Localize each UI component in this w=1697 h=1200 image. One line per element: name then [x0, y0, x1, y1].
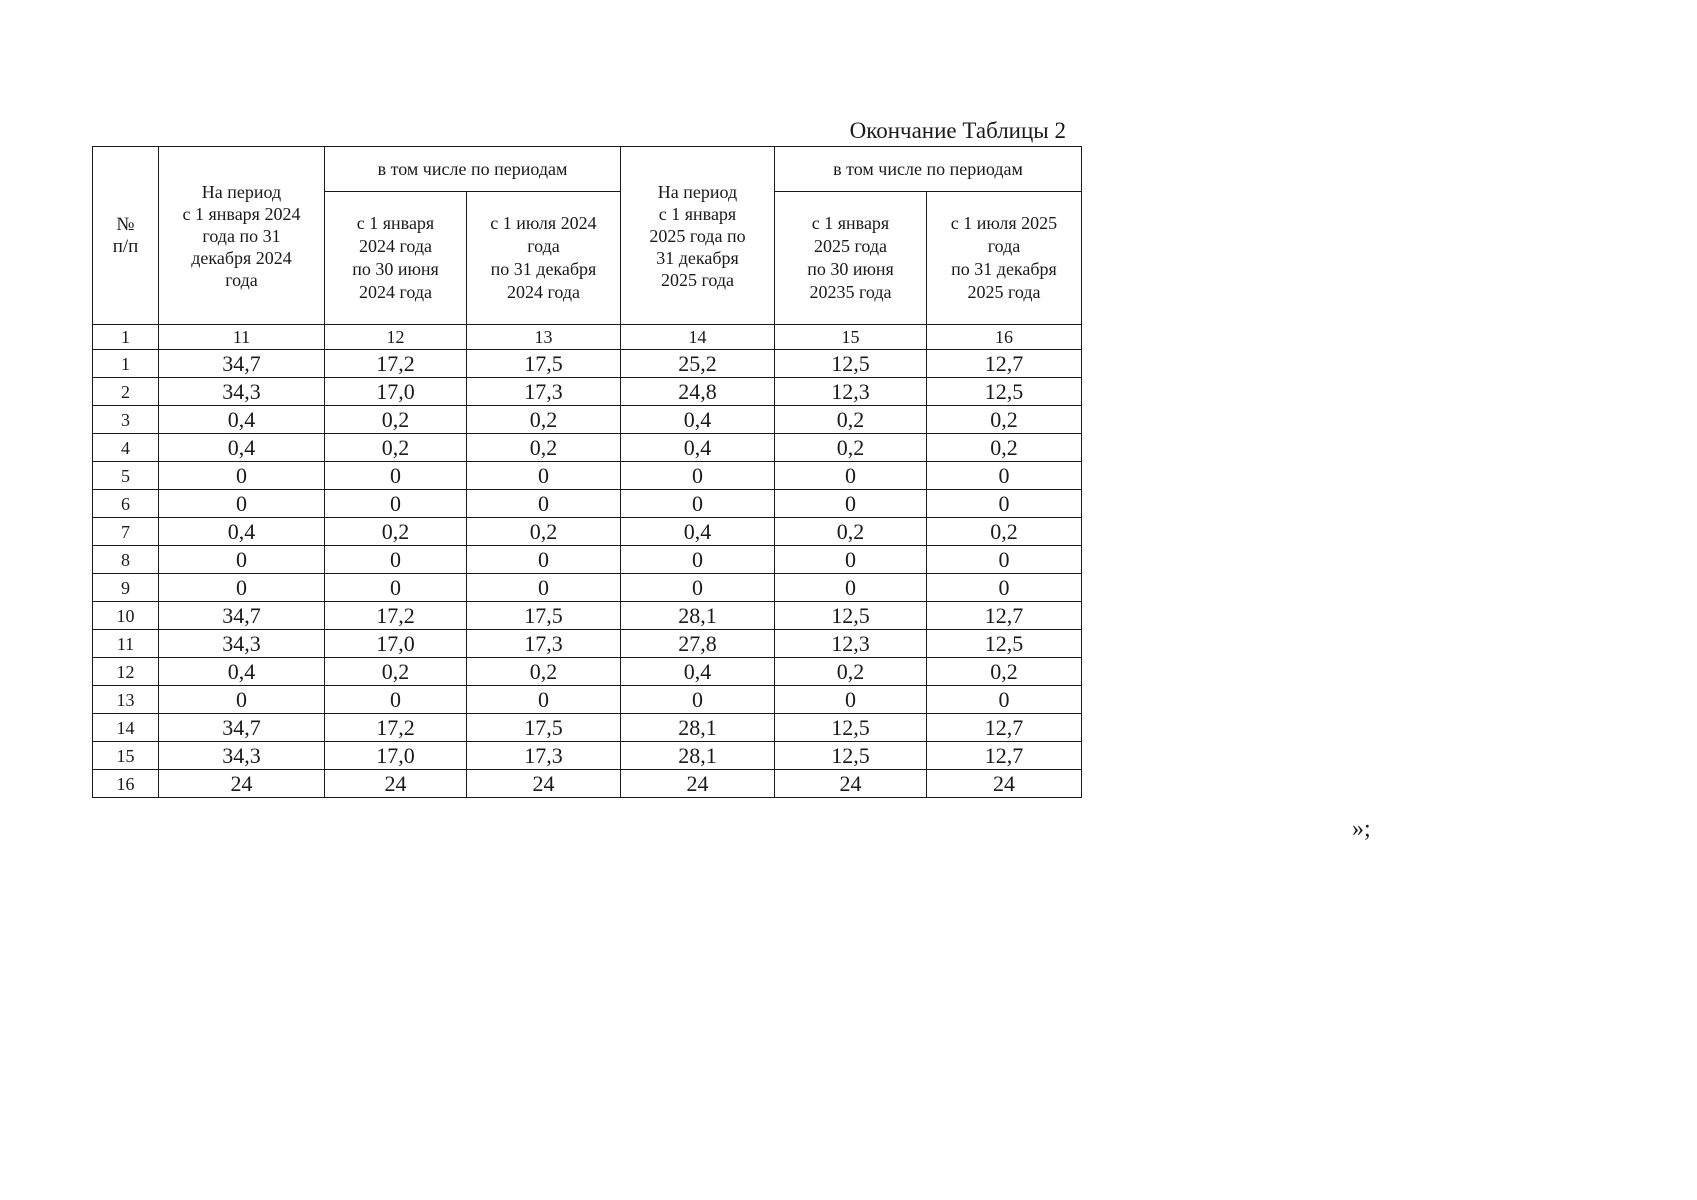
table-cell: 12,7 — [927, 742, 1082, 770]
table-cell: 24 — [325, 770, 467, 798]
table-cell: 28,1 — [621, 742, 775, 770]
table-cell: 12,5 — [927, 378, 1082, 406]
table-row — [93, 518, 1082, 546]
table-row — [93, 714, 1082, 742]
table-cell: 17,5 — [467, 602, 621, 630]
table-row — [93, 630, 1082, 658]
table-row — [93, 406, 1082, 434]
table-cell: 0 — [775, 686, 927, 714]
table-cell: 17,3 — [467, 742, 621, 770]
table-cell: 0,2 — [927, 434, 1082, 462]
table-cell: 12,3 — [775, 378, 927, 406]
table-cell: 0,2 — [775, 658, 927, 686]
table-cell: 12,7 — [927, 714, 1082, 742]
table-cell: 0 — [621, 546, 775, 574]
closing-quote-mark: »; — [1352, 816, 1371, 842]
row-number-cell: 15 — [93, 742, 159, 770]
header-h1-2025: с 1 января 2025 года по 30 июня 20235 года — [775, 192, 927, 325]
table-cell: 28,1 — [621, 602, 775, 630]
table-cell: 0,2 — [775, 434, 927, 462]
table-cell: 0 — [927, 462, 1082, 490]
row-number-cell: 10 — [93, 602, 159, 630]
table-cell: 0 — [325, 462, 467, 490]
table-cell: 17,2 — [325, 714, 467, 742]
table-cell: 0 — [325, 686, 467, 714]
table-cell: 12,3 — [775, 630, 927, 658]
row-number-cell: 16 — [93, 770, 159, 798]
header-h2-2024: с 1 июля 2024 года по 31 декабря 2024 года — [467, 192, 621, 325]
table-cell: 0 — [775, 462, 927, 490]
table-cell: 17,2 — [325, 350, 467, 378]
row-number-cell: 1 — [93, 350, 159, 378]
table-cell: 0,2 — [325, 406, 467, 434]
column-number-row — [93, 325, 1082, 350]
table-row — [93, 686, 1082, 714]
table-cell: 34,7 — [159, 350, 325, 378]
table-cell: 0 — [467, 686, 621, 714]
header-group-2025: в том числе по периодам — [775, 147, 1082, 192]
table-cell: 24 — [621, 770, 775, 798]
table-row — [93, 658, 1082, 686]
row-number-cell: 14 — [93, 714, 159, 742]
table-body — [93, 325, 1082, 798]
table-cell: 17,5 — [467, 350, 621, 378]
table-cell: 0,4 — [621, 406, 775, 434]
row-number-cell: 13 — [93, 686, 159, 714]
table-row — [93, 434, 1082, 462]
table-cell: 0,2 — [325, 658, 467, 686]
table-cell: 12,7 — [927, 350, 1082, 378]
table-cell: 0,2 — [927, 518, 1082, 546]
column-number: 14 — [621, 325, 775, 350]
row-number-cell: 7 — [93, 518, 159, 546]
table-header — [93, 147, 1082, 325]
table-cell: 0 — [775, 490, 927, 518]
table-caption: Окончание Таблицы 2 — [849, 118, 1066, 143]
table-cell: 0,4 — [159, 434, 325, 462]
table-cell: 0 — [325, 490, 467, 518]
table-cell: 28,1 — [621, 714, 775, 742]
table-cell: 17,0 — [325, 630, 467, 658]
header-row-number: № п/п — [93, 147, 159, 325]
row-number-cell: 2 — [93, 378, 159, 406]
table-cell: 0,4 — [621, 518, 775, 546]
table-cell: 34,3 — [159, 378, 325, 406]
table-cell: 12,5 — [775, 602, 927, 630]
table-cell: 34,7 — [159, 602, 325, 630]
row-number-cell: 8 — [93, 546, 159, 574]
table-row — [93, 350, 1082, 378]
table-row — [93, 378, 1082, 406]
table-row — [93, 574, 1082, 602]
table-row — [93, 770, 1082, 798]
table-cell: 34,3 — [159, 630, 325, 658]
table-row — [93, 462, 1082, 490]
table-cell: 0,2 — [775, 518, 927, 546]
table-cell: 0 — [927, 574, 1082, 602]
table-cell: 0,2 — [467, 658, 621, 686]
table-cell: 24 — [775, 770, 927, 798]
table-cell: 17,3 — [467, 378, 621, 406]
table-cell: 12,7 — [927, 602, 1082, 630]
table-cell: 24 — [467, 770, 621, 798]
table-cell: 0 — [159, 490, 325, 518]
table-cell: 24,8 — [621, 378, 775, 406]
table-cell: 0,2 — [467, 518, 621, 546]
table-cell: 0,2 — [927, 406, 1082, 434]
header-period-2024: На период с 1 января 2024 года по 31 декабря 2024 года — [159, 147, 325, 325]
table-cell: 0 — [927, 686, 1082, 714]
table-row — [93, 602, 1082, 630]
row-number-cell: 9 — [93, 574, 159, 602]
table-cell: 0,4 — [621, 434, 775, 462]
column-number: 11 — [159, 325, 325, 350]
table-cell: 0 — [159, 686, 325, 714]
table-cell: 0 — [159, 546, 325, 574]
table-cell: 0,4 — [159, 406, 325, 434]
table-cell: 0 — [325, 546, 467, 574]
header-period-2025: На период с 1 января 2025 года по 31 декабря 2025 года — [621, 147, 775, 325]
table-cell: 0 — [621, 462, 775, 490]
table-cell: 0,4 — [621, 658, 775, 686]
table-cell: 12,5 — [927, 630, 1082, 658]
table-cell: 17,0 — [325, 378, 467, 406]
table-cell: 12,5 — [775, 350, 927, 378]
data-table — [92, 146, 1082, 798]
column-number: 12 — [325, 325, 467, 350]
table-cell: 0 — [621, 574, 775, 602]
table-cell: 0 — [467, 574, 621, 602]
table-cell: 17,3 — [467, 630, 621, 658]
table-cell: 0 — [775, 546, 927, 574]
table-cell: 34,7 — [159, 714, 325, 742]
table-cell: 0 — [927, 546, 1082, 574]
column-number: 13 — [467, 325, 621, 350]
table-cell: 0 — [467, 490, 621, 518]
row-number-cell: 3 — [93, 406, 159, 434]
table-row — [93, 546, 1082, 574]
table-cell: 34,3 — [159, 742, 325, 770]
table-cell: 25,2 — [621, 350, 775, 378]
table-cell: 0 — [467, 462, 621, 490]
table-cell: 0 — [621, 490, 775, 518]
column-number: 16 — [927, 325, 1082, 350]
table-cell: 0,4 — [159, 658, 325, 686]
row-number-cell: 6 — [93, 490, 159, 518]
column-number: 1 — [93, 325, 159, 350]
table-cell: 0 — [775, 574, 927, 602]
table-cell: 17,2 — [325, 602, 467, 630]
table-cell: 12,5 — [775, 714, 927, 742]
table-cell: 0,2 — [927, 658, 1082, 686]
table-cell: 0 — [927, 490, 1082, 518]
header-h1-2024: с 1 января 2024 года по 30 июня 2024 года — [325, 192, 467, 325]
table-cell: 0,2 — [775, 406, 927, 434]
table-cell: 0 — [467, 546, 621, 574]
table-cell: 24 — [159, 770, 325, 798]
table-cell: 0,2 — [467, 434, 621, 462]
table-cell: 0,2 — [467, 406, 621, 434]
header-group-2024: в том числе по периодам — [325, 147, 621, 192]
header-h2-2025: с 1 июля 2025 года по 31 декабря 2025 года — [927, 192, 1082, 325]
table-cell: 0 — [621, 686, 775, 714]
table-cell: 17,5 — [467, 714, 621, 742]
table-cell: 24 — [927, 770, 1082, 798]
table-cell: 0,2 — [325, 434, 467, 462]
table-row — [93, 490, 1082, 518]
column-number: 15 — [775, 325, 927, 350]
row-number-cell: 5 — [93, 462, 159, 490]
table-cell: 27,8 — [621, 630, 775, 658]
table-cell: 0 — [159, 574, 325, 602]
row-number-cell: 12 — [93, 658, 159, 686]
row-number-cell: 4 — [93, 434, 159, 462]
table-cell: 12,5 — [775, 742, 927, 770]
table-cell: 0,4 — [159, 518, 325, 546]
table-row — [93, 742, 1082, 770]
table-cell: 0,2 — [325, 518, 467, 546]
row-number-cell: 11 — [93, 630, 159, 658]
table-cell: 17,0 — [325, 742, 467, 770]
table-cell: 0 — [325, 574, 467, 602]
table-cell: 0 — [159, 462, 325, 490]
